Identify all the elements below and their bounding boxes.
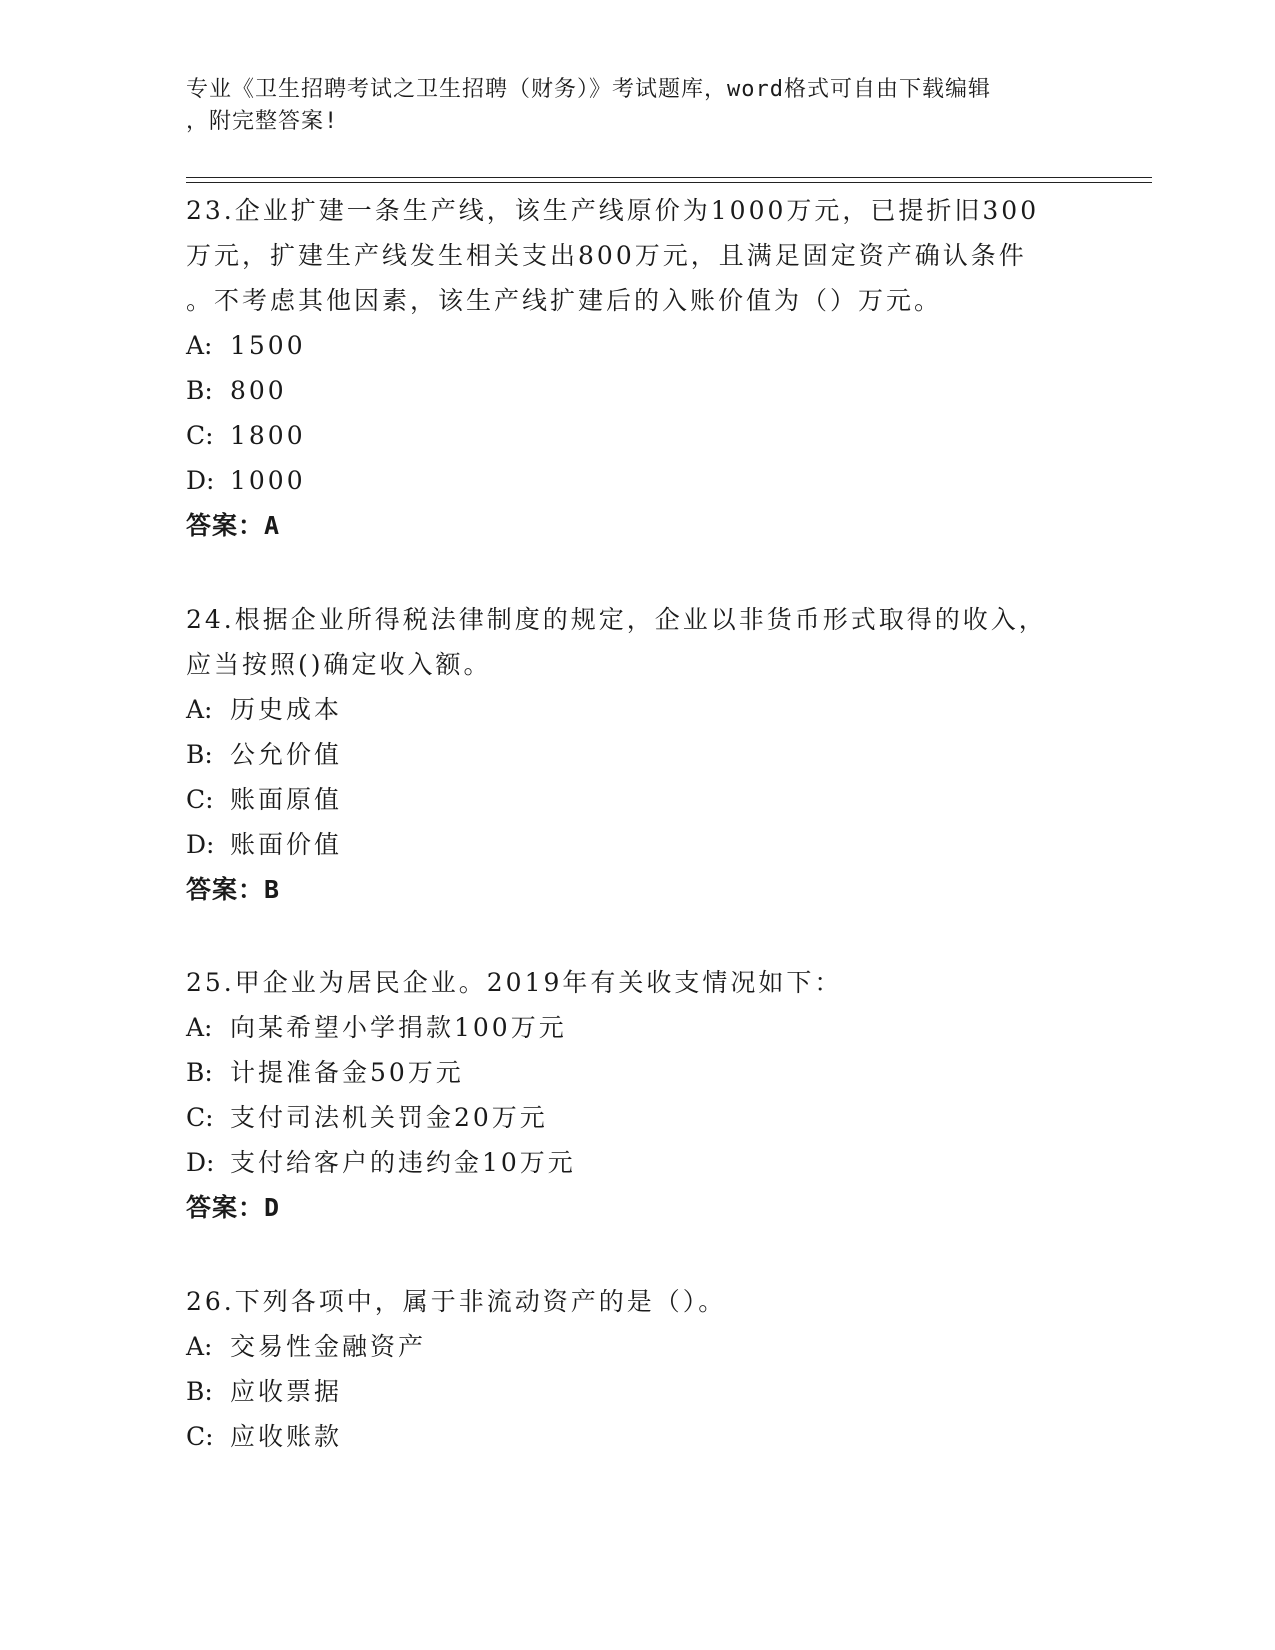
option-text: 应收账款	[230, 1422, 343, 1451]
option-b	[186, 368, 1086, 413]
option-label: D:	[186, 1148, 215, 1177]
option-text: 历史成本	[230, 695, 343, 724]
option-c	[186, 1414, 1086, 1459]
option-label: D:	[186, 466, 215, 495]
option-text: 计提准备金50万元	[230, 1058, 464, 1087]
option-text: 应收票据	[230, 1377, 343, 1406]
option-label: B:	[186, 1377, 213, 1406]
header-divider-bottom	[186, 182, 1152, 183]
option-label: B:	[186, 376, 213, 405]
option-a	[186, 1005, 1086, 1050]
option-label: A:	[186, 331, 213, 360]
option-text: 账面原值	[230, 785, 343, 814]
header-line-1: 专业《卫生招聘考试之卫生招聘（财务）》考试题库，word格式可自由下载编辑	[186, 77, 991, 102]
option-d	[186, 1140, 1086, 1185]
option-label: C:	[186, 1103, 214, 1132]
option-c	[186, 777, 1086, 822]
option-text: 公允价值	[230, 740, 343, 769]
question-text-line: 25.甲企业为居民企业。2019年有关收支情况如下：	[186, 968, 843, 997]
question-text-line: 23.企业扩建一条生产线，该生产线原价为1000万元，已提折旧300	[186, 196, 1040, 225]
header-line-2: ，附完整答案!	[186, 109, 339, 134]
option-label: B:	[186, 740, 213, 769]
question-24	[186, 597, 1086, 912]
option-label: C:	[186, 785, 214, 814]
option-a	[186, 687, 1086, 732]
option-b	[186, 732, 1086, 777]
option-label: C:	[186, 421, 214, 450]
answer-line: 答案：A	[186, 511, 281, 540]
option-text: 支付给客户的违约金10万元	[230, 1148, 576, 1177]
option-text: 800	[230, 376, 287, 405]
option-d	[186, 458, 1086, 503]
option-label: C:	[186, 1422, 214, 1451]
answer-line: 答案：D	[186, 1193, 281, 1222]
option-label: A:	[186, 1013, 213, 1042]
option-text: 支付司法机关罚金20万元	[230, 1103, 548, 1132]
question-text-line: 26.下列各项中，属于非流动资产的是（）。	[186, 1287, 727, 1316]
option-c	[186, 413, 1086, 458]
option-text: 1000	[230, 466, 306, 495]
option-d	[186, 822, 1086, 867]
option-a	[186, 323, 1086, 368]
question-23	[186, 188, 1086, 548]
option-text: 交易性金融资产	[230, 1332, 427, 1361]
option-b	[186, 1050, 1086, 1095]
option-label: B:	[186, 1058, 213, 1087]
option-a	[186, 1324, 1086, 1369]
option-label: A:	[186, 1332, 213, 1361]
option-label: D:	[186, 830, 215, 859]
document-header	[186, 74, 1066, 138]
question-text-line: 。不考虑其他因素，该生产线扩建后的入账价值为（）万元。	[186, 286, 943, 315]
option-text: 账面价值	[230, 830, 343, 859]
option-label: A:	[186, 695, 213, 724]
question-text-line: 应当按照()确定收入额。	[186, 650, 492, 679]
option-c	[186, 1095, 1086, 1140]
option-text: 向某希望小学捐款100万元	[230, 1013, 567, 1042]
question-text-line: 万元，扩建生产线发生相关支出800万元，且满足固定资产确认条件	[186, 241, 1027, 270]
question-text-line: 24.根据企业所得税法律制度的规定，企业以非货币形式取得的收入，	[186, 605, 1047, 634]
answer-line: 答案：B	[186, 875, 281, 904]
question-25	[186, 960, 1086, 1230]
option-b	[186, 1369, 1086, 1414]
option-text: 1800	[230, 421, 306, 450]
header-divider-top	[186, 177, 1152, 178]
question-26	[186, 1279, 1086, 1459]
option-text: 1500	[230, 331, 306, 360]
